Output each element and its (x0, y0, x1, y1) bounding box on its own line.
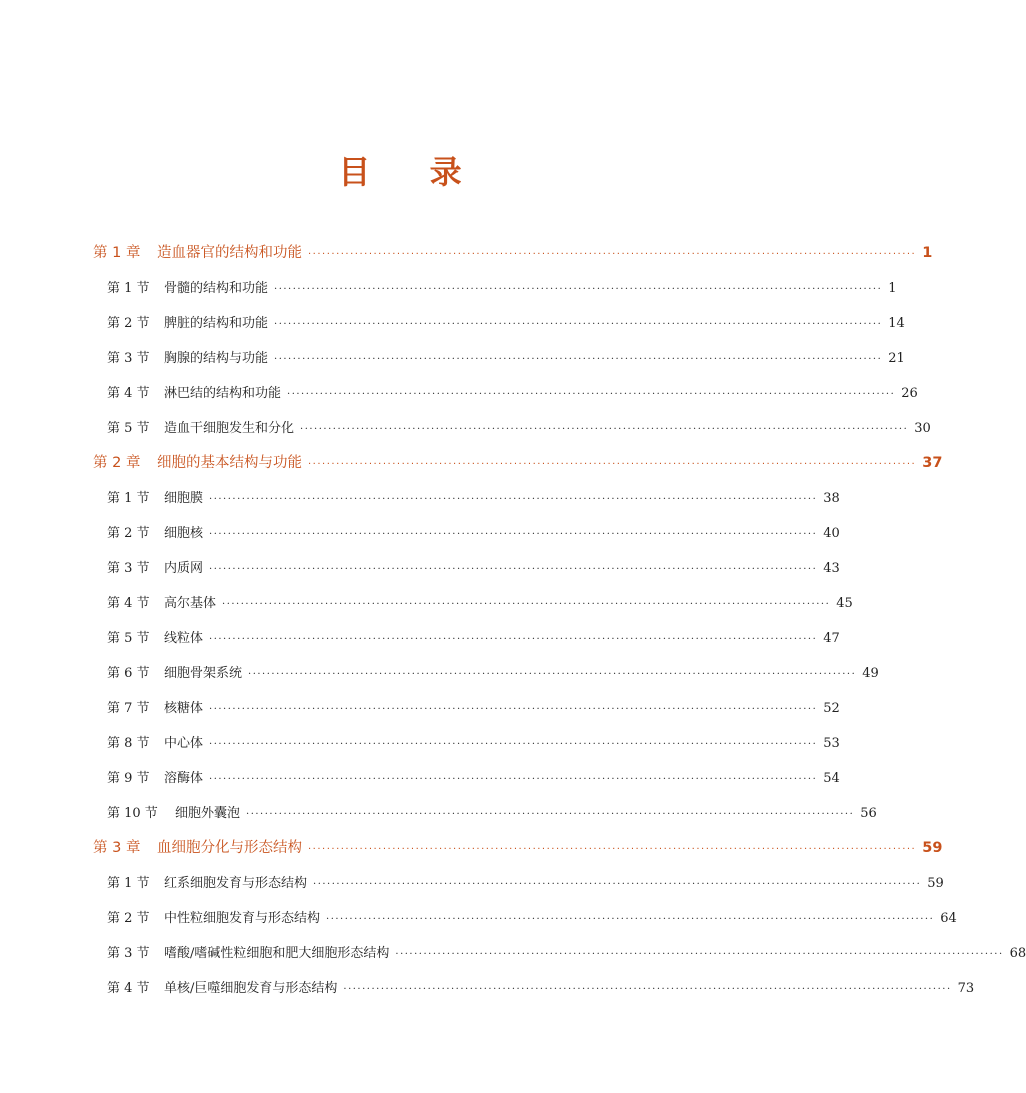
section-title: 淋巴结的结构和功能 (164, 386, 282, 401)
section-number: 第 2 节 (107, 316, 150, 331)
page-number: 64 (940, 911, 957, 926)
page-number: 49 (862, 666, 879, 681)
dot-leader: ·································································································································· (222, 599, 831, 610)
dot-leader: ·································································································································· (246, 809, 855, 820)
toc-section-row[interactable] (93, 936, 1026, 971)
section-title: 脾脏的结构和功能 (164, 316, 269, 331)
page-number: 26 (901, 386, 918, 401)
section-number: 第 5 节 (107, 631, 150, 646)
dot-leader: ·································································································································· (308, 844, 917, 855)
dot-leader: ·································································································································· (343, 984, 952, 995)
dot-leader: ·································································································································· (209, 634, 818, 645)
page-number: 37 (922, 455, 943, 471)
section-title: 嗜酸/嗜碱性粒细胞和肥大细胞形态结构 (164, 946, 390, 961)
section-title: 红系细胞发育与形态结构 (164, 876, 308, 891)
toc-section-row[interactable] (93, 796, 877, 831)
section-number: 第 5 节 (107, 421, 150, 436)
table-of-contents (93, 236, 1026, 1006)
page-number: 40 (823, 526, 840, 541)
section-number: 第 2 节 (107, 526, 150, 541)
section-number: 第 4 节 (107, 386, 150, 401)
toc-section-row[interactable] (93, 481, 840, 516)
page-number: 56 (860, 806, 877, 821)
dot-leader: ·································································································································· (209, 529, 818, 540)
chapter-title: 造血器官的结构和功能 (157, 245, 302, 261)
page-number: 59 (922, 840, 943, 856)
dot-leader: ·································································································································· (326, 914, 935, 925)
section-number: 第 3 节 (107, 946, 150, 961)
toc-section-row[interactable] (93, 551, 840, 586)
toc-section-row[interactable] (93, 761, 840, 796)
section-title: 中心体 (164, 736, 204, 751)
toc-section-row[interactable] (93, 586, 853, 621)
section-number: 第 6 节 (107, 666, 150, 681)
toc-section-row[interactable] (93, 866, 944, 901)
toc-section-row[interactable] (93, 726, 840, 761)
section-number: 第 2 节 (107, 911, 150, 926)
section-title: 中性粒细胞发育与形态结构 (164, 911, 321, 926)
section-number: 第 4 节 (107, 981, 150, 996)
dot-leader: ·································································································································· (209, 564, 818, 575)
dot-leader: ·································································································································· (300, 424, 909, 435)
page-number: 45 (836, 596, 853, 611)
section-number: 第 3 节 (107, 561, 150, 576)
section-number: 第 7 节 (107, 701, 150, 716)
dot-leader: ·································································································································· (274, 319, 883, 330)
dot-leader: ·································································································································· (308, 459, 917, 470)
page-number: 1 (922, 245, 933, 261)
section-title: 溶酶体 (164, 771, 204, 786)
toc-chapter-row[interactable] (93, 831, 943, 866)
page-title: 目 录 (338, 153, 486, 191)
toc-section-row[interactable] (93, 271, 897, 306)
section-title: 细胞外囊泡 (175, 806, 241, 821)
section-number: 第 1 节 (107, 281, 150, 296)
section-title: 内质网 (164, 561, 204, 576)
toc-section-row[interactable] (93, 971, 975, 1006)
section-title: 细胞膜 (164, 491, 204, 506)
chapter-number: 第 1 章 (93, 245, 141, 261)
section-number: 第 1 节 (107, 876, 150, 891)
section-number: 第 3 节 (107, 351, 150, 366)
toc-section-row[interactable] (93, 411, 931, 446)
dot-leader: ·································································································································· (209, 739, 818, 750)
toc-section-row[interactable] (93, 516, 840, 551)
page-number: 38 (823, 491, 840, 506)
page-number: 43 (823, 561, 840, 576)
dot-leader: ·································································································································· (313, 879, 922, 890)
dot-leader: ·································································································································· (287, 389, 896, 400)
toc-chapter-row[interactable] (93, 236, 933, 271)
chapter-number: 第 3 章 (93, 840, 141, 856)
section-title: 造血干细胞发生和分化 (164, 421, 295, 436)
page-number: 53 (823, 736, 840, 751)
page-number: 14 (888, 316, 905, 331)
section-number: 第 9 节 (107, 771, 150, 786)
toc-section-row[interactable] (93, 621, 840, 656)
chapter-number: 第 2 章 (93, 455, 141, 471)
section-title: 高尔基体 (164, 596, 217, 611)
section-title: 细胞核 (164, 526, 204, 541)
section-title: 细胞骨架系统 (164, 666, 243, 681)
dot-leader: ·································································································································· (209, 774, 818, 785)
toc-section-row[interactable] (93, 656, 879, 691)
toc-section-row[interactable] (93, 901, 957, 936)
dot-leader: ·································································································································· (209, 494, 818, 505)
toc-section-row[interactable] (93, 341, 905, 376)
section-number: 第 8 节 (107, 736, 150, 751)
section-title: 核糖体 (164, 701, 204, 716)
dot-leader: ·································································································································· (308, 249, 917, 260)
toc-section-row[interactable] (93, 691, 840, 726)
dot-leader: ·································································································································· (274, 354, 883, 365)
toc-chapter-row[interactable] (93, 446, 943, 481)
toc-section-row[interactable] (93, 306, 905, 341)
section-title: 胸腺的结构与功能 (164, 351, 269, 366)
page-number: 59 (927, 876, 944, 891)
dot-leader: ·································································································································· (274, 284, 883, 295)
page-number: 47 (823, 631, 840, 646)
section-number: 第 10 节 (107, 806, 158, 821)
dot-leader: ·································································································································· (209, 704, 818, 715)
chapter-title: 细胞的基本结构与功能 (157, 455, 302, 471)
dot-leader: ·································································································································· (395, 949, 1004, 960)
page-number: 54 (823, 771, 840, 786)
section-title: 骨髓的结构和功能 (164, 281, 269, 296)
chapter-title: 血细胞分化与形态结构 (157, 840, 302, 856)
page-number: 52 (823, 701, 840, 716)
page-number: 30 (914, 421, 931, 436)
page-number: 73 (957, 981, 975, 996)
section-title: 线粒体 (164, 631, 204, 646)
section-number: 第 1 节 (107, 491, 150, 506)
page-number: 68 (1009, 946, 1026, 961)
page-number: 1 (888, 281, 897, 296)
toc-section-row[interactable] (93, 376, 918, 411)
section-number: 第 4 节 (107, 596, 150, 611)
page-number: 21 (888, 351, 905, 366)
dot-leader: ·································································································································· (248, 669, 857, 680)
section-title: 单核/巨噬细胞发育与形态结构 (164, 981, 338, 996)
